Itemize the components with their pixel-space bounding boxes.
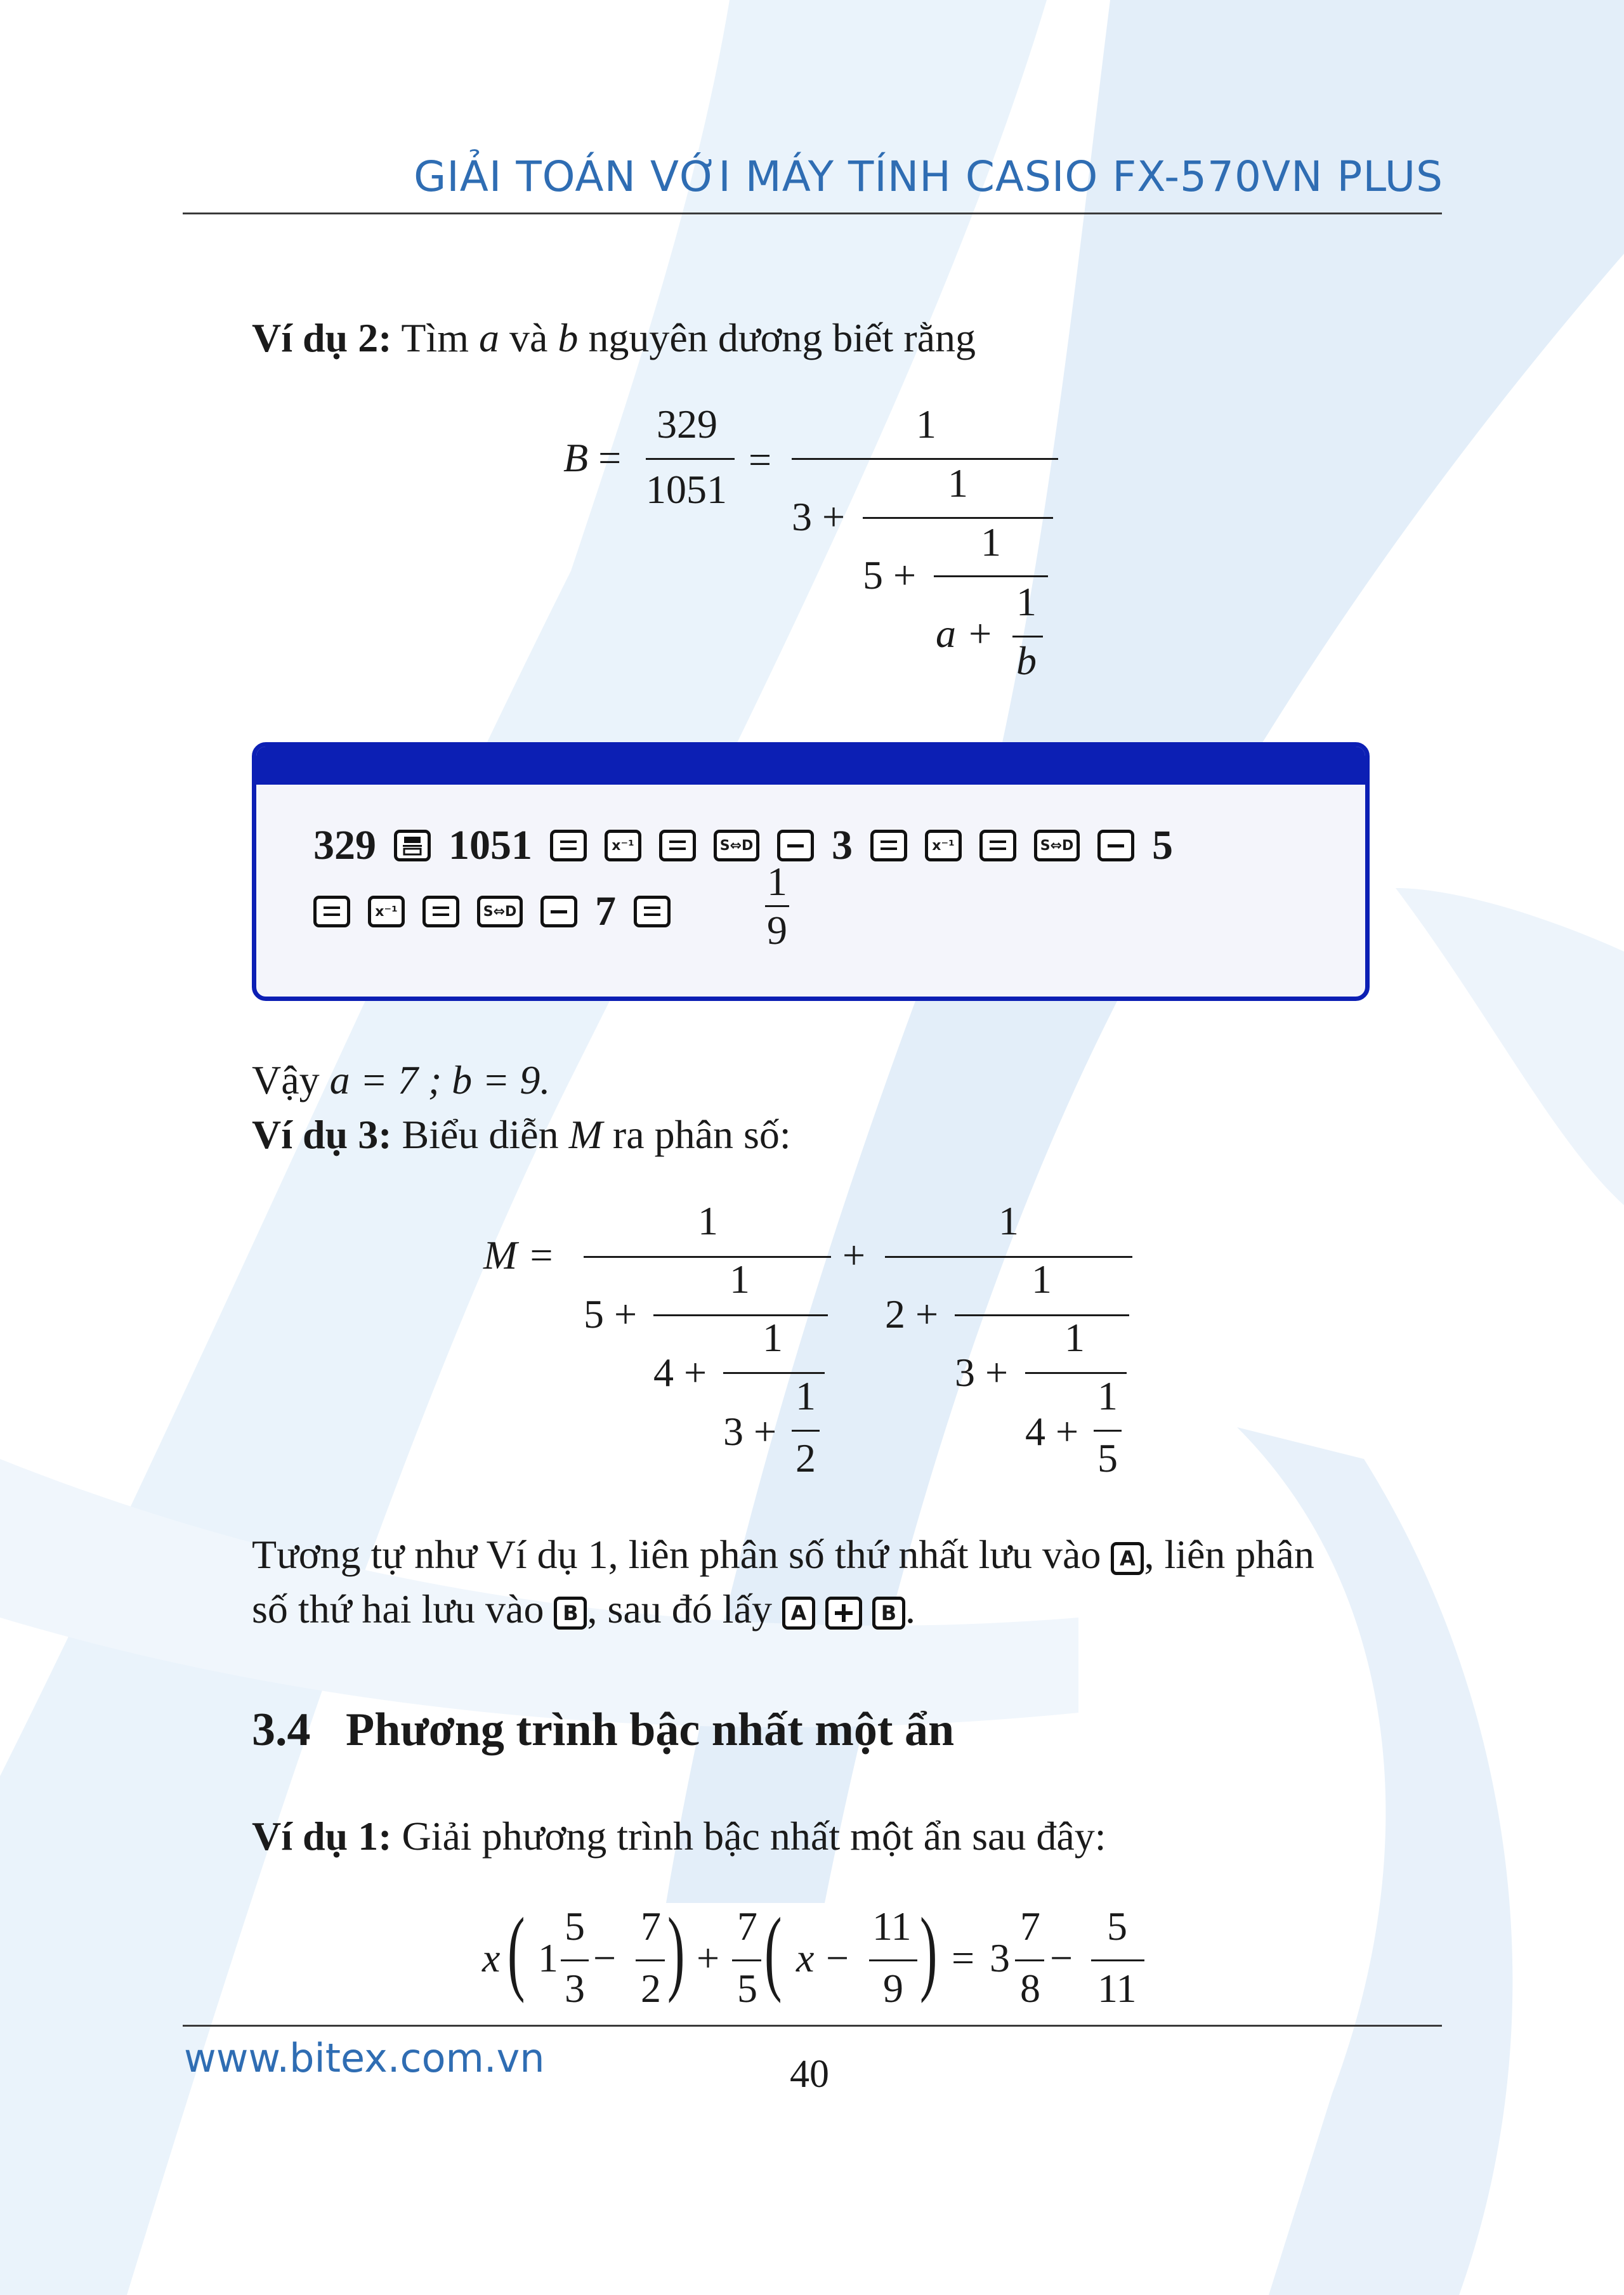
numerator-5: 5 (1107, 1904, 1127, 1949)
conclusion-expression: a = 7 ; b = 9. (329, 1057, 551, 1102)
inverse-key[interactable]: x⁻¹ (368, 896, 405, 927)
minus-sign: − (593, 1935, 617, 1980)
numerator-one: 1 (1031, 1257, 1052, 1302)
input-number: 3 (832, 822, 853, 868)
formula-b: B = 329 1051 = 1 3 + 1 5 + 1 a + 1 b (0, 0, 1624, 698)
m-lhs: M = (483, 1232, 555, 1278)
example-3-label: Ví dụ 3: (252, 1112, 392, 1157)
left-paren: ( (508, 1899, 525, 2004)
whole-one: 1 (538, 1935, 558, 1980)
variable-x: x (796, 1935, 815, 1980)
memory-a-key[interactable]: A (782, 1597, 815, 1630)
term-2-plus: 2 + (885, 1291, 939, 1337)
page-number: 40 (790, 2053, 829, 2096)
paragraph-text: , sau đó lấy (587, 1586, 772, 1631)
footer-divider (183, 2025, 1442, 2027)
term-3-plus: 3 + (955, 1350, 1009, 1395)
numerator-one: 1 (763, 1315, 783, 1360)
sd-key[interactable]: S⇔D (714, 830, 759, 861)
numerator-one: 1 (916, 402, 936, 447)
denominator-8: 8 (1020, 1966, 1040, 2011)
denominator-2: 2 (641, 1966, 661, 2011)
example-3-text: Biểu diễn (402, 1112, 559, 1157)
numerator-one: 1 (730, 1257, 750, 1302)
equals-sign: = (952, 1935, 975, 1980)
denominator-five: 5 (1097, 1435, 1118, 1481)
inverse-key[interactable]: x⁻¹ (925, 830, 962, 861)
term-5-plus: 5 + (584, 1291, 638, 1337)
page-header-title: GIẢI TOÁN VỚI MÁY TÍNH CASIO FX-570VN PLUS (414, 152, 1443, 201)
paragraph-text: , liên phân (1144, 1532, 1314, 1577)
input-number: 1051 (449, 822, 532, 868)
numerator-one: 1 (999, 1198, 1019, 1243)
input-number: 5 (1152, 822, 1173, 868)
memory-b-key[interactable]: B (554, 1597, 587, 1630)
term-3-plus: 3 + (792, 494, 846, 539)
denominator-9: 9 (883, 1966, 903, 2011)
inverse-key[interactable]: x⁻¹ (605, 830, 641, 861)
term-5-plus: 5 + (863, 552, 917, 598)
footer-website-link[interactable]: www.bitex.com.vn (184, 2035, 545, 2081)
variable-m: M (568, 1112, 603, 1157)
term-4-plus: 4 + (1025, 1409, 1079, 1454)
denominator-3: 3 (565, 1966, 585, 2011)
input-number: 329 (313, 822, 376, 868)
minus-sign: − (826, 1935, 849, 1980)
denominator-two: 2 (796, 1435, 816, 1481)
input-number: 7 (595, 888, 616, 934)
numerator-7: 7 (1020, 1904, 1040, 1949)
variable-x: x (482, 1935, 501, 1980)
sd-key[interactable]: S⇔D (1034, 830, 1080, 861)
variable-b: b (558, 315, 579, 360)
numerator-one: 1 (1064, 1315, 1085, 1360)
minus-sign: − (1050, 1935, 1073, 1980)
whole-three: 3 (990, 1935, 1010, 1980)
result-numerator: 1 (767, 859, 787, 904)
numerator-one: 1 (1016, 579, 1037, 624)
term-4-plus: 4 + (653, 1350, 707, 1395)
numerator-one: 1 (948, 461, 968, 506)
right-paren: ) (667, 1899, 685, 2004)
numerator-one: 1 (796, 1373, 816, 1418)
term-a-plus: a + (936, 611, 994, 656)
example-3-text: ra phân số: (612, 1112, 791, 1157)
right-paren: ) (920, 1899, 938, 2004)
section-number: 3.4 (252, 1704, 311, 1756)
paragraph-text: Tương tự như Ví dụ 1, liên phân số thứ nhất lưu vào (252, 1532, 1101, 1577)
memory-a-key[interactable]: A (1111, 1542, 1144, 1575)
numerator-one: 1 (981, 520, 1001, 565)
equals-sign: = (749, 437, 772, 482)
denominator-5: 5 (737, 1966, 757, 2011)
section-title: Phương trình bậc nhất một ẩn (346, 1704, 955, 1756)
example-2-text: và (509, 315, 548, 360)
left-paren: ( (764, 1899, 782, 2004)
numerator-11: 11 (872, 1904, 912, 1949)
numerator-one: 1 (698, 1198, 718, 1243)
example-2-text: nguyên dương biết rằng (588, 315, 976, 360)
plus-sign: + (842, 1232, 866, 1278)
numerator-7: 7 (737, 1904, 757, 1949)
paragraph-text: số thứ hai lưu vào (252, 1586, 544, 1631)
plus-sign: + (697, 1935, 720, 1980)
term-3-plus: 3 + (723, 1409, 777, 1454)
memory-b-key[interactable]: B (872, 1597, 905, 1630)
result-denominator: 9 (767, 908, 787, 953)
variable-b: b (1016, 638, 1037, 683)
numerator-one: 1 (1097, 1373, 1118, 1418)
example-2-label: Ví dụ 2: (252, 315, 392, 360)
fraction-denominator: 1051 (646, 467, 727, 512)
fraction-numerator: 329 (657, 402, 717, 447)
numerator-7: 7 (641, 1904, 661, 1949)
example-2-text: Tìm (401, 315, 469, 360)
example-1-label: Ví dụ 1: (252, 1814, 392, 1859)
paragraph-text: . (905, 1586, 915, 1631)
denominator-11: 11 (1097, 1966, 1137, 2011)
example-1-text: Giải phương trình bậc nhất một ẩn sau đây: (402, 1814, 1106, 1859)
conclusion-text: Vậy (252, 1057, 320, 1102)
numerator-5: 5 (565, 1904, 585, 1949)
variable-a: a (479, 315, 499, 360)
sd-key[interactable]: S⇔D (477, 896, 523, 927)
